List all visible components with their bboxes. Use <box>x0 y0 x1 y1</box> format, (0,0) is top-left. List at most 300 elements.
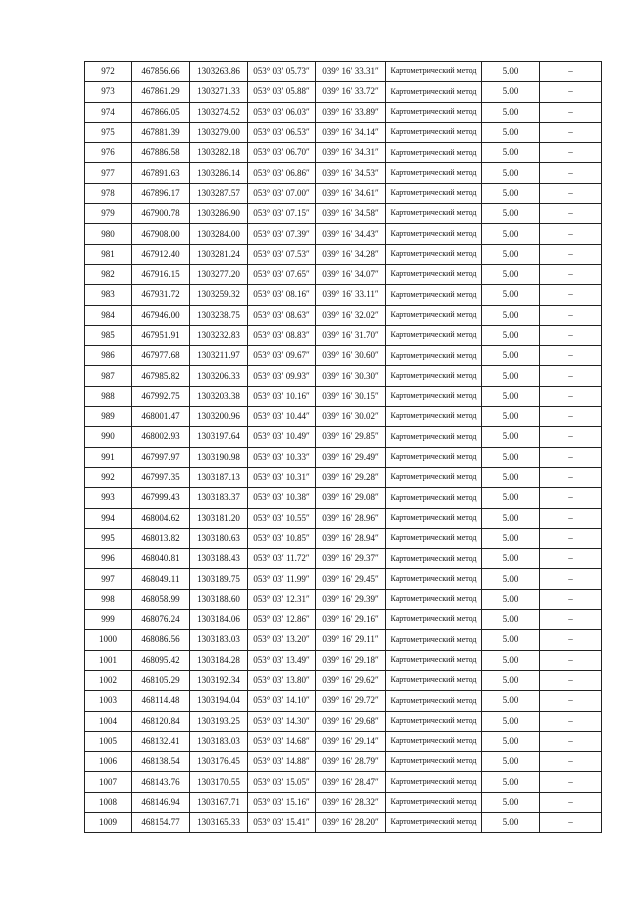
method-cell: Картометрический метод <box>386 528 482 548</box>
y-coordinate-cell: 1303200.96 <box>190 407 248 427</box>
method-cell: Картометрический метод <box>386 346 482 366</box>
accuracy-cell: 5.00 <box>482 670 540 690</box>
point-number-cell: 994 <box>85 508 132 528</box>
x-coordinate-cell: 468132.41 <box>132 731 190 751</box>
accuracy-cell: 5.00 <box>482 427 540 447</box>
note-cell: – <box>540 630 602 650</box>
table-row <box>85 488 602 508</box>
x-coordinate-cell: 467861.29 <box>132 82 190 102</box>
method-cell: Картометрический метод <box>386 204 482 224</box>
point-number-cell: 1003 <box>85 691 132 711</box>
y-coordinate-cell: 1303203.38 <box>190 386 248 406</box>
table-row <box>85 508 602 528</box>
note-cell: – <box>540 752 602 772</box>
table-row <box>85 812 602 832</box>
latitude-cell: 053° 03′ 13.80″ <box>248 670 316 690</box>
accuracy-cell: 5.00 <box>482 549 540 569</box>
longitude-cell: 039° 16′ 29.16″ <box>316 610 386 630</box>
accuracy-cell: 5.00 <box>482 792 540 812</box>
note-cell: – <box>540 285 602 305</box>
method-cell: Картометрический метод <box>386 610 482 630</box>
latitude-cell: 053° 03′ 06.03″ <box>248 102 316 122</box>
accuracy-cell: 5.00 <box>482 325 540 345</box>
y-coordinate-cell: 1303165.33 <box>190 812 248 832</box>
x-coordinate-cell: 468076.24 <box>132 610 190 630</box>
accuracy-cell: 5.00 <box>482 467 540 487</box>
latitude-cell: 053° 03′ 10.55″ <box>248 508 316 528</box>
method-cell: Картометрический метод <box>386 812 482 832</box>
table-row <box>85 569 602 589</box>
method-cell: Картометрический метод <box>386 264 482 284</box>
accuracy-cell: 5.00 <box>482 204 540 224</box>
accuracy-cell: 5.00 <box>482 528 540 548</box>
latitude-cell: 053° 03′ 10.49″ <box>248 427 316 447</box>
note-cell: – <box>540 549 602 569</box>
y-coordinate-cell: 1303284.00 <box>190 224 248 244</box>
method-cell: Картометрический метод <box>386 62 482 82</box>
method-cell: Картометрический метод <box>386 691 482 711</box>
accuracy-cell: 5.00 <box>482 346 540 366</box>
longitude-cell: 039° 16′ 29.85″ <box>316 427 386 447</box>
coordinates-table <box>84 61 602 833</box>
note-cell: – <box>540 812 602 832</box>
method-cell: Картометрический метод <box>386 407 482 427</box>
latitude-cell: 053° 03′ 12.86″ <box>248 610 316 630</box>
x-coordinate-cell: 467881.39 <box>132 122 190 142</box>
note-cell: – <box>540 650 602 670</box>
y-coordinate-cell: 1303192.34 <box>190 670 248 690</box>
table-row <box>85 691 602 711</box>
point-number-cell: 989 <box>85 407 132 427</box>
x-coordinate-cell: 467997.97 <box>132 447 190 467</box>
latitude-cell: 053° 03′ 12.31″ <box>248 589 316 609</box>
y-coordinate-cell: 1303197.64 <box>190 427 248 447</box>
point-number-cell: 990 <box>85 427 132 447</box>
latitude-cell: 053° 03′ 10.44″ <box>248 407 316 427</box>
longitude-cell: 039° 16′ 30.02″ <box>316 407 386 427</box>
note-cell: – <box>540 569 602 589</box>
x-coordinate-cell: 467992.75 <box>132 386 190 406</box>
accuracy-cell: 5.00 <box>482 447 540 467</box>
accuracy-cell: 5.00 <box>482 630 540 650</box>
accuracy-cell: 5.00 <box>482 102 540 122</box>
table-row <box>85 650 602 670</box>
x-coordinate-cell: 468013.82 <box>132 528 190 548</box>
accuracy-cell: 5.00 <box>482 244 540 264</box>
point-number-cell: 975 <box>85 122 132 142</box>
y-coordinate-cell: 1303282.18 <box>190 143 248 163</box>
table-row <box>85 731 602 751</box>
note-cell: – <box>540 224 602 244</box>
note-cell: – <box>540 163 602 183</box>
accuracy-cell: 5.00 <box>482 285 540 305</box>
y-coordinate-cell: 1303187.13 <box>190 467 248 487</box>
point-number-cell: 1008 <box>85 792 132 812</box>
x-coordinate-cell: 468086.56 <box>132 630 190 650</box>
method-cell: Картометрический метод <box>386 467 482 487</box>
longitude-cell: 039° 16′ 28.96″ <box>316 508 386 528</box>
point-number-cell: 984 <box>85 305 132 325</box>
note-cell: – <box>540 427 602 447</box>
table-row <box>85 670 602 690</box>
note-cell: – <box>540 122 602 142</box>
note-cell: – <box>540 143 602 163</box>
table-row <box>85 610 602 630</box>
y-coordinate-cell: 1303263.86 <box>190 62 248 82</box>
method-cell: Картометрический метод <box>386 143 482 163</box>
table-row <box>85 792 602 812</box>
note-cell: – <box>540 204 602 224</box>
table-row <box>85 366 602 386</box>
y-coordinate-cell: 1303183.37 <box>190 488 248 508</box>
method-cell: Картометрический метод <box>386 366 482 386</box>
latitude-cell: 053° 03′ 10.16″ <box>248 386 316 406</box>
note-cell: – <box>540 366 602 386</box>
longitude-cell: 039° 16′ 30.60″ <box>316 346 386 366</box>
table-row <box>85 82 602 102</box>
table-row <box>85 285 602 305</box>
point-number-cell: 1002 <box>85 670 132 690</box>
point-number-cell: 974 <box>85 102 132 122</box>
table-row <box>85 549 602 569</box>
y-coordinate-cell: 1303259.32 <box>190 285 248 305</box>
longitude-cell: 039° 16′ 34.07″ <box>316 264 386 284</box>
latitude-cell: 053° 03′ 09.67″ <box>248 346 316 366</box>
y-coordinate-cell: 1303180.63 <box>190 528 248 548</box>
x-coordinate-cell: 467999.43 <box>132 488 190 508</box>
longitude-cell: 039° 16′ 29.45″ <box>316 569 386 589</box>
note-cell: – <box>540 62 602 82</box>
table-row <box>85 711 602 731</box>
note-cell: – <box>540 102 602 122</box>
y-coordinate-cell: 1303181.20 <box>190 508 248 528</box>
x-coordinate-cell: 467891.63 <box>132 163 190 183</box>
latitude-cell: 053° 03′ 14.68″ <box>248 731 316 751</box>
table-row <box>85 447 602 467</box>
y-coordinate-cell: 1303286.90 <box>190 204 248 224</box>
x-coordinate-cell: 468114.48 <box>132 691 190 711</box>
accuracy-cell: 5.00 <box>482 305 540 325</box>
accuracy-cell: 5.00 <box>482 569 540 589</box>
method-cell: Картометрический метод <box>386 792 482 812</box>
method-cell: Картометрический метод <box>386 183 482 203</box>
latitude-cell: 053° 03′ 06.86″ <box>248 163 316 183</box>
x-coordinate-cell: 468143.76 <box>132 772 190 792</box>
note-cell: – <box>540 792 602 812</box>
method-cell: Картометрический метод <box>386 549 482 569</box>
method-cell: Картометрический метод <box>386 508 482 528</box>
y-coordinate-cell: 1303274.52 <box>190 102 248 122</box>
method-cell: Картометрический метод <box>386 163 482 183</box>
table-row <box>85 122 602 142</box>
longitude-cell: 039° 16′ 29.18″ <box>316 650 386 670</box>
x-coordinate-cell: 468154.77 <box>132 812 190 832</box>
y-coordinate-cell: 1303279.00 <box>190 122 248 142</box>
y-coordinate-cell: 1303281.24 <box>190 244 248 264</box>
method-cell: Картометрический метод <box>386 589 482 609</box>
accuracy-cell: 5.00 <box>482 82 540 102</box>
point-number-cell: 993 <box>85 488 132 508</box>
point-number-cell: 997 <box>85 569 132 589</box>
x-coordinate-cell: 467916.15 <box>132 264 190 284</box>
accuracy-cell: 5.00 <box>482 407 540 427</box>
latitude-cell: 053° 03′ 08.63″ <box>248 305 316 325</box>
latitude-cell: 053° 03′ 14.30″ <box>248 711 316 731</box>
method-cell: Картометрический метод <box>386 82 482 102</box>
method-cell: Картометрический метод <box>386 122 482 142</box>
point-number-cell: 996 <box>85 549 132 569</box>
x-coordinate-cell: 468146.94 <box>132 792 190 812</box>
x-coordinate-cell: 467951.91 <box>132 325 190 345</box>
y-coordinate-cell: 1303183.03 <box>190 731 248 751</box>
table-row <box>85 386 602 406</box>
latitude-cell: 053° 03′ 10.31″ <box>248 467 316 487</box>
accuracy-cell: 5.00 <box>482 711 540 731</box>
x-coordinate-cell: 468049.11 <box>132 569 190 589</box>
note-cell: – <box>540 691 602 711</box>
longitude-cell: 039° 16′ 34.43″ <box>316 224 386 244</box>
method-cell: Картометрический метод <box>386 244 482 264</box>
table-row <box>85 752 602 772</box>
latitude-cell: 053° 03′ 05.73″ <box>248 62 316 82</box>
point-number-cell: 987 <box>85 366 132 386</box>
table-row <box>85 589 602 609</box>
note-cell: – <box>540 610 602 630</box>
latitude-cell: 053° 03′ 06.70″ <box>248 143 316 163</box>
y-coordinate-cell: 1303190.98 <box>190 447 248 467</box>
accuracy-cell: 5.00 <box>482 691 540 711</box>
longitude-cell: 039° 16′ 29.14″ <box>316 731 386 751</box>
x-coordinate-cell: 467886.58 <box>132 143 190 163</box>
longitude-cell: 039° 16′ 33.11″ <box>316 285 386 305</box>
note-cell: – <box>540 670 602 690</box>
y-coordinate-cell: 1303194.04 <box>190 691 248 711</box>
accuracy-cell: 5.00 <box>482 122 540 142</box>
accuracy-cell: 5.00 <box>482 610 540 630</box>
table-row <box>85 325 602 345</box>
latitude-cell: 053° 03′ 07.39″ <box>248 224 316 244</box>
longitude-cell: 039° 16′ 30.15″ <box>316 386 386 406</box>
longitude-cell: 039° 16′ 32.02″ <box>316 305 386 325</box>
longitude-cell: 039° 16′ 29.49″ <box>316 447 386 467</box>
accuracy-cell: 5.00 <box>482 488 540 508</box>
point-number-cell: 992 <box>85 467 132 487</box>
note-cell: – <box>540 711 602 731</box>
table-row <box>85 224 602 244</box>
longitude-cell: 039° 16′ 34.58″ <box>316 204 386 224</box>
accuracy-cell: 5.00 <box>482 650 540 670</box>
point-number-cell: 1009 <box>85 812 132 832</box>
note-cell: – <box>540 183 602 203</box>
x-coordinate-cell: 467946.00 <box>132 305 190 325</box>
point-number-cell: 981 <box>85 244 132 264</box>
point-number-cell: 986 <box>85 346 132 366</box>
table-row <box>85 163 602 183</box>
method-cell: Картометрический метод <box>386 630 482 650</box>
y-coordinate-cell: 1303189.75 <box>190 569 248 589</box>
note-cell: – <box>540 346 602 366</box>
y-coordinate-cell: 1303176.45 <box>190 752 248 772</box>
x-coordinate-cell: 467977.68 <box>132 346 190 366</box>
longitude-cell: 039° 16′ 34.31″ <box>316 143 386 163</box>
latitude-cell: 053° 03′ 07.00″ <box>248 183 316 203</box>
latitude-cell: 053° 03′ 09.93″ <box>248 366 316 386</box>
longitude-cell: 039° 16′ 31.70″ <box>316 325 386 345</box>
longitude-cell: 039° 16′ 29.39″ <box>316 589 386 609</box>
y-coordinate-cell: 1303188.60 <box>190 589 248 609</box>
x-coordinate-cell: 468004.62 <box>132 508 190 528</box>
note-cell: – <box>540 508 602 528</box>
latitude-cell: 053° 03′ 15.41″ <box>248 812 316 832</box>
latitude-cell: 053° 03′ 08.83″ <box>248 325 316 345</box>
latitude-cell: 053° 03′ 14.10″ <box>248 691 316 711</box>
longitude-cell: 039° 16′ 29.62″ <box>316 670 386 690</box>
accuracy-cell: 5.00 <box>482 731 540 751</box>
point-number-cell: 978 <box>85 183 132 203</box>
point-number-cell: 1004 <box>85 711 132 731</box>
accuracy-cell: 5.00 <box>482 812 540 832</box>
method-cell: Картометрический метод <box>386 102 482 122</box>
table-row <box>85 630 602 650</box>
y-coordinate-cell: 1303287.57 <box>190 183 248 203</box>
accuracy-cell: 5.00 <box>482 772 540 792</box>
note-cell: – <box>540 325 602 345</box>
point-number-cell: 999 <box>85 610 132 630</box>
point-number-cell: 998 <box>85 589 132 609</box>
x-coordinate-cell: 467856.66 <box>132 62 190 82</box>
method-cell: Картометрический метод <box>386 224 482 244</box>
accuracy-cell: 5.00 <box>482 183 540 203</box>
longitude-cell: 039° 16′ 29.08″ <box>316 488 386 508</box>
latitude-cell: 053° 03′ 10.33″ <box>248 447 316 467</box>
longitude-cell: 039° 16′ 28.79″ <box>316 752 386 772</box>
latitude-cell: 053° 03′ 07.53″ <box>248 244 316 264</box>
accuracy-cell: 5.00 <box>482 143 540 163</box>
note-cell: – <box>540 447 602 467</box>
y-coordinate-cell: 1303206.33 <box>190 366 248 386</box>
x-coordinate-cell: 468095.42 <box>132 650 190 670</box>
y-coordinate-cell: 1303238.75 <box>190 305 248 325</box>
latitude-cell: 053° 03′ 10.85″ <box>248 528 316 548</box>
point-number-cell: 988 <box>85 386 132 406</box>
accuracy-cell: 5.00 <box>482 752 540 772</box>
x-coordinate-cell: 467866.05 <box>132 102 190 122</box>
latitude-cell: 053° 03′ 07.65″ <box>248 264 316 284</box>
latitude-cell: 053° 03′ 15.16″ <box>248 792 316 812</box>
longitude-cell: 039° 16′ 34.28″ <box>316 244 386 264</box>
point-number-cell: 973 <box>85 82 132 102</box>
y-coordinate-cell: 1303286.14 <box>190 163 248 183</box>
y-coordinate-cell: 1303170.55 <box>190 772 248 792</box>
longitude-cell: 039° 16′ 28.20″ <box>316 812 386 832</box>
table-row <box>85 467 602 487</box>
y-coordinate-cell: 1303188.43 <box>190 549 248 569</box>
y-coordinate-cell: 1303211.97 <box>190 346 248 366</box>
longitude-cell: 039° 16′ 29.37″ <box>316 549 386 569</box>
latitude-cell: 053° 03′ 05.88″ <box>248 82 316 102</box>
point-number-cell: 1000 <box>85 630 132 650</box>
note-cell: – <box>540 467 602 487</box>
method-cell: Картометрический метод <box>386 488 482 508</box>
x-coordinate-cell: 467912.40 <box>132 244 190 264</box>
y-coordinate-cell: 1303184.28 <box>190 650 248 670</box>
note-cell: – <box>540 731 602 751</box>
table-row <box>85 346 602 366</box>
point-number-cell: 1005 <box>85 731 132 751</box>
note-cell: – <box>540 82 602 102</box>
table-row <box>85 102 602 122</box>
longitude-cell: 039° 16′ 34.61″ <box>316 183 386 203</box>
table-row <box>85 62 602 82</box>
note-cell: – <box>540 244 602 264</box>
latitude-cell: 053° 03′ 15.05″ <box>248 772 316 792</box>
latitude-cell: 053° 03′ 11.72″ <box>248 549 316 569</box>
table-row <box>85 183 602 203</box>
accuracy-cell: 5.00 <box>482 386 540 406</box>
coordinates-table-body <box>85 62 602 833</box>
x-coordinate-cell: 467896.17 <box>132 183 190 203</box>
method-cell: Картометрический метод <box>386 427 482 447</box>
latitude-cell: 053° 03′ 08.16″ <box>248 285 316 305</box>
point-number-cell: 983 <box>85 285 132 305</box>
point-number-cell: 1001 <box>85 650 132 670</box>
point-number-cell: 972 <box>85 62 132 82</box>
table-row <box>85 407 602 427</box>
latitude-cell: 053° 03′ 10.38″ <box>248 488 316 508</box>
method-cell: Картометрический метод <box>386 650 482 670</box>
point-number-cell: 1007 <box>85 772 132 792</box>
point-number-cell: 991 <box>85 447 132 467</box>
latitude-cell: 053° 03′ 06.53″ <box>248 122 316 142</box>
latitude-cell: 053° 03′ 14.88″ <box>248 752 316 772</box>
x-coordinate-cell: 468105.29 <box>132 670 190 690</box>
method-cell: Картометрический метод <box>386 285 482 305</box>
latitude-cell: 053° 03′ 13.20″ <box>248 630 316 650</box>
method-cell: Картометрический метод <box>386 772 482 792</box>
table-row <box>85 772 602 792</box>
y-coordinate-cell: 1303193.25 <box>190 711 248 731</box>
method-cell: Картометрический метод <box>386 447 482 467</box>
point-number-cell: 995 <box>85 528 132 548</box>
accuracy-cell: 5.00 <box>482 264 540 284</box>
x-coordinate-cell: 468120.84 <box>132 711 190 731</box>
x-coordinate-cell: 468001.47 <box>132 407 190 427</box>
note-cell: – <box>540 488 602 508</box>
longitude-cell: 039° 16′ 34.14″ <box>316 122 386 142</box>
x-coordinate-cell: 468040.81 <box>132 549 190 569</box>
method-cell: Картометрический метод <box>386 569 482 589</box>
longitude-cell: 039° 16′ 29.11″ <box>316 630 386 650</box>
y-coordinate-cell: 1303183.03 <box>190 630 248 650</box>
longitude-cell: 039° 16′ 33.89″ <box>316 102 386 122</box>
point-number-cell: 977 <box>85 163 132 183</box>
table-row <box>85 305 602 325</box>
table-row <box>85 427 602 447</box>
method-cell: Картометрический метод <box>386 670 482 690</box>
table-row <box>85 244 602 264</box>
x-coordinate-cell: 467931.72 <box>132 285 190 305</box>
y-coordinate-cell: 1303277.20 <box>190 264 248 284</box>
x-coordinate-cell: 467985.82 <box>132 366 190 386</box>
accuracy-cell: 5.00 <box>482 508 540 528</box>
x-coordinate-cell: 467908.00 <box>132 224 190 244</box>
latitude-cell: 053° 03′ 11.99″ <box>248 569 316 589</box>
note-cell: – <box>540 305 602 325</box>
y-coordinate-cell: 1303167.71 <box>190 792 248 812</box>
x-coordinate-cell: 468138.54 <box>132 752 190 772</box>
latitude-cell: 053° 03′ 07.15″ <box>248 204 316 224</box>
note-cell: – <box>540 589 602 609</box>
